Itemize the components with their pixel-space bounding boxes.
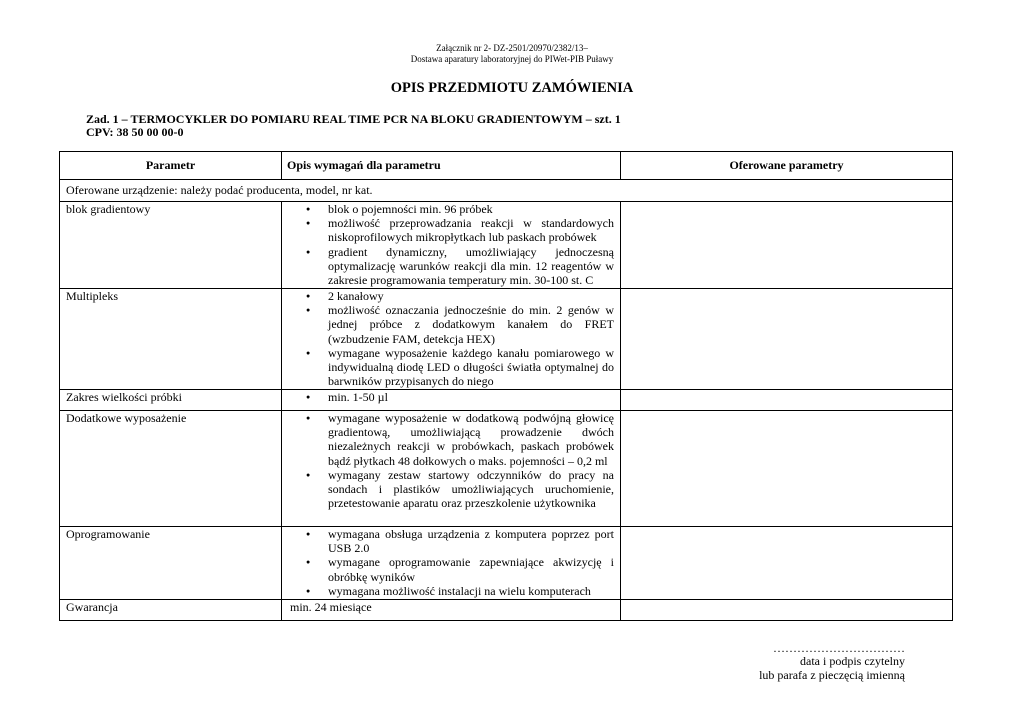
page-title: OPIS PRZEDMIOTU ZAMÓWIENIA xyxy=(390,80,634,96)
list-item: ● możliwość przeprowadzania reakcji w standardowych niskoprofilowych mikropłytkach lub paskach probówek xyxy=(328,216,614,244)
offered-cell[interactable] xyxy=(621,289,953,390)
requirements-cell xyxy=(282,390,621,411)
list-item: ● 2 kanałowy xyxy=(328,289,614,303)
param-cell: Zakres wielkości próbki xyxy=(60,390,282,411)
offered-cell[interactable] xyxy=(621,527,953,600)
offered-cell[interactable] xyxy=(621,202,953,289)
requirements-cell: min. 24 miesiące xyxy=(282,600,621,621)
device-row xyxy=(60,180,953,202)
table-row xyxy=(60,411,953,527)
cpv-code: CPV: 38 50 00 00-0 xyxy=(86,125,184,139)
signature-stamp-caption: lub parafa z pieczęcią imienną xyxy=(759,668,905,682)
list-item: ● min. 1-50 µl xyxy=(328,390,614,404)
list-item: ● wymagana możliwość instalacji na wielu komputerach xyxy=(328,584,614,598)
param-cell: blok gradientowy xyxy=(60,202,282,289)
requirements-cell xyxy=(282,527,621,600)
requirements-cell xyxy=(282,411,621,527)
param-cell: Multipleks xyxy=(60,289,282,390)
device-row-text: Oferowane urządzenie: należy podać producenta, model, nr kat. xyxy=(60,180,953,202)
col-header-offered: Oferowane parametry xyxy=(621,152,953,180)
delivery-description: Dostawa aparatury laboratoryjnej do PIWet-PIB Puławy xyxy=(410,54,614,64)
table-row xyxy=(60,289,953,390)
table-row xyxy=(60,527,953,600)
list-item: ● wymagane wyposażenie w dodatkową podwójną głowicę gradientową, umożliwiającą prowadzenie dwóch niezależnych reakcji w probówkach, paskach probówek bądź płytkach 48 dołkowych o maks. pojemności – 0,2 ml xyxy=(328,411,614,468)
table-header-row xyxy=(60,152,953,180)
col-header-requirements: Opis wymagań dla parametru xyxy=(282,152,621,180)
table-row xyxy=(60,202,953,289)
signature-caption: data i podpis czytelny xyxy=(800,654,905,668)
list-item: ● wymagana obsługa urządzenia z komputera poprzez port USB 2.0 xyxy=(328,527,614,555)
table-row xyxy=(60,600,953,621)
list-item: ● gradient dynamiczny, umożliwiający jednoczesną optymalizację warunków reakcji dla min. 12 reagentów w zakresie programowania temperatury min. 30-100 st. C xyxy=(328,245,614,288)
task-title: Zad. 1 – TERMOCYKLER DO POMIARU REAL TIME PCR NA BLOKU GRADIENTOWYM – szt. 1 xyxy=(86,112,621,126)
list-item: ● wymagane oprogramowanie zapewniające akwizycję i obróbkę wyników xyxy=(328,555,614,583)
offered-cell[interactable] xyxy=(621,411,953,527)
param-cell: Oprogramowanie xyxy=(60,527,282,600)
signature-dots: …………………………… xyxy=(773,641,905,655)
offered-cell[interactable] xyxy=(621,390,953,411)
list-item: ● możliwość oznaczania jednocześnie do min. 2 genów w jednej próbce z dodatkowym kanałem do FRET (wzbudzenie FAM, detekcja HEX) xyxy=(328,303,614,346)
col-header-parameter: Parametr xyxy=(60,152,282,180)
offered-cell[interactable] xyxy=(621,600,953,621)
param-cell: Dodatkowe wyposażenie xyxy=(60,411,282,527)
requirements-cell xyxy=(282,202,621,289)
list-item: ● blok o pojemności min. 96 próbek xyxy=(328,202,614,216)
list-item: ● wymagany zestaw startowy odczynników do pracy na sondach i plastików umożliwiających uruchomienie, przetestowanie aparatu oraz przeszkolenie użytkownika xyxy=(328,468,614,511)
requirements-table xyxy=(59,151,953,621)
param-cell: Gwarancja xyxy=(60,600,282,621)
table-row xyxy=(60,390,953,411)
requirements-cell xyxy=(282,289,621,390)
attachment-reference: Załącznik nr 2- DZ-2501/20970/2382/13– xyxy=(436,43,588,53)
list-item: ● wymagane wyposażenie każdego kanału pomiarowego w indywidualną diodę LED o długości światła optymalnej do barwników przypisanych do niego xyxy=(328,346,614,389)
